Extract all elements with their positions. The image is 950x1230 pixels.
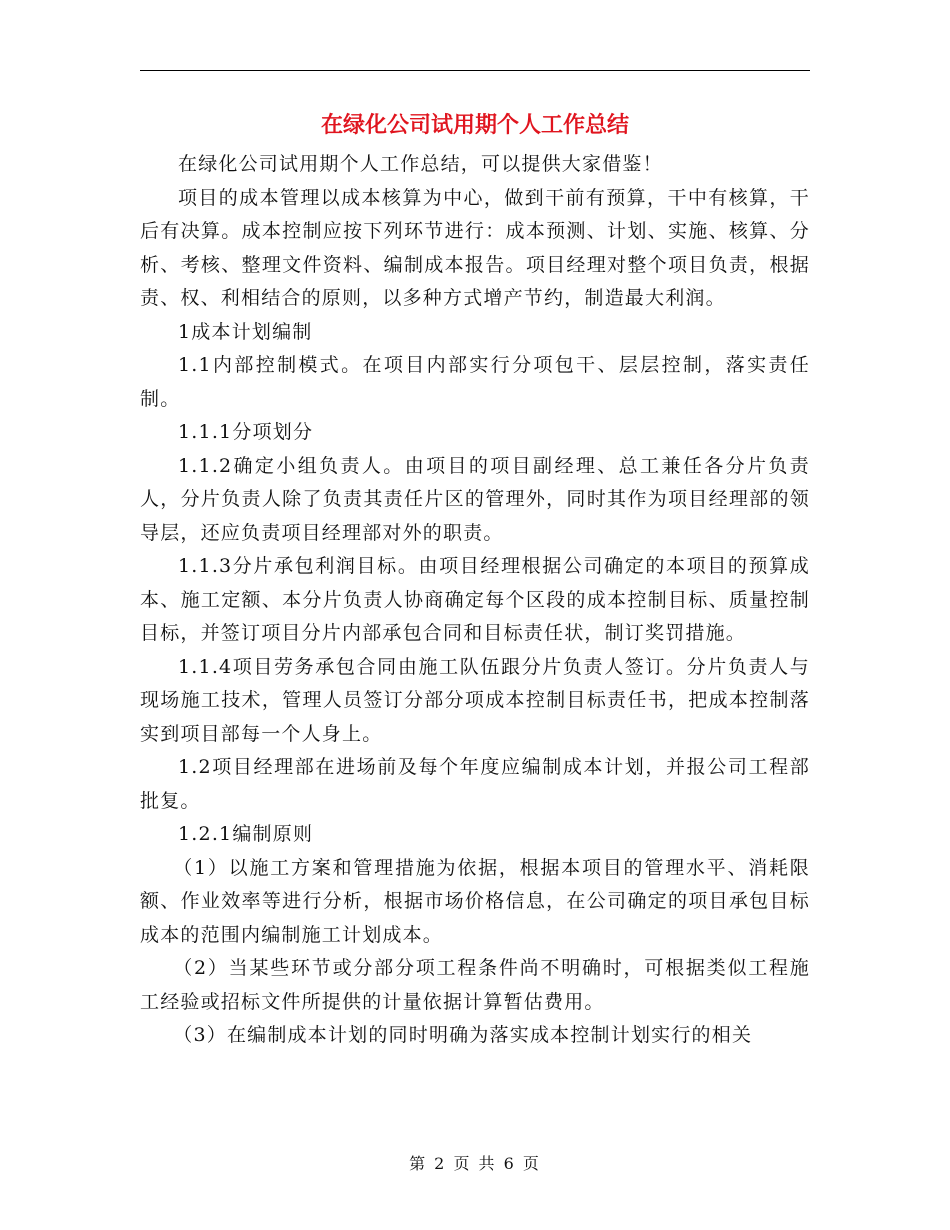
paragraph-intro: 在绿化公司试用期个人工作总结，可以提供大家借鉴！ bbox=[178, 153, 663, 175]
paragraph-1-2: 1.2项目经理部在进场前及每个年度应编制成本计划，并报公司工程部批复。 bbox=[140, 756, 810, 812]
list-item-3: （3）在编制成本计划的同时明确为落实成本控制计划实行的相关 bbox=[173, 1024, 753, 1046]
paragraph-1-1-2: 1.1.2确定小组负责人。由项目的项目副经理、总工兼任各分片负责人，分片负责人除了负责其责任片区的管理外，同时其作为项目经理部的领导层，还应负责项目经理部对外的职责。 bbox=[140, 454, 810, 544]
paragraph-1-1-3: 1.1.3分片承包利润目标。由项目经理根据公司确定的本项目的预算成本、施工定额、本分片负责人协商确定每个区段的成本控制目标、质量控制目标，并签订项目分片内部承包合同和目标责任状，制订奖罚措施。 bbox=[140, 555, 810, 644]
section-heading-1: 1成本计划编制 bbox=[178, 320, 313, 343]
page-number: 第 2 页 共 6 页 bbox=[409, 1154, 541, 1173]
header-rule bbox=[140, 70, 810, 71]
paragraph-cost-management: 项目的成本管理以成本核算为中心，做到干前有预算，干中有核算，干后有决算。成本控制应按下列环节进行：成本预测、计划、实施、核算、分析、考核、整理文件资料、编制成本报告。项目经理对整个项目负责，根据责、权、利相结合的原则，以多种方式增产节约，制造最大利润。 bbox=[140, 186, 810, 309]
section-heading-1-1-1: 1.1.1分项划分 bbox=[178, 421, 314, 443]
document-title: 在绿化公司试用期个人工作总结 bbox=[320, 112, 629, 138]
section-heading-1-2-1: 1.2.1编制原则 bbox=[178, 823, 314, 845]
document-body bbox=[140, 148, 810, 1053]
list-item-2: （2）当某些环节或分部分项工程条件尚不明确时，可根据类似工程施工经验或招标文件所提供的计量依据计算暂估费用。 bbox=[140, 957, 810, 1013]
list-item-1: （1）以施工方案和管理措施为依据，根据本项目的管理水平、消耗限额、作业效率等进行分析，根据市场价格信息，在公司确定的项目承包目标成本的范围内编制施工计划成本。 bbox=[140, 856, 810, 946]
paragraph-1-1: 1.1内部控制模式。在项目内部实行分项包干、层层控制，落实责任制。 bbox=[140, 354, 810, 410]
paragraph-1-1-4: 1.1.4项目劳务承包合同由施工队伍跟分片负责人签订。分片负责人与现场施工技术，管理人员签订分部分项成本控制目标责任书，把成本控制落实到项目部每一个人身上。 bbox=[140, 655, 810, 745]
